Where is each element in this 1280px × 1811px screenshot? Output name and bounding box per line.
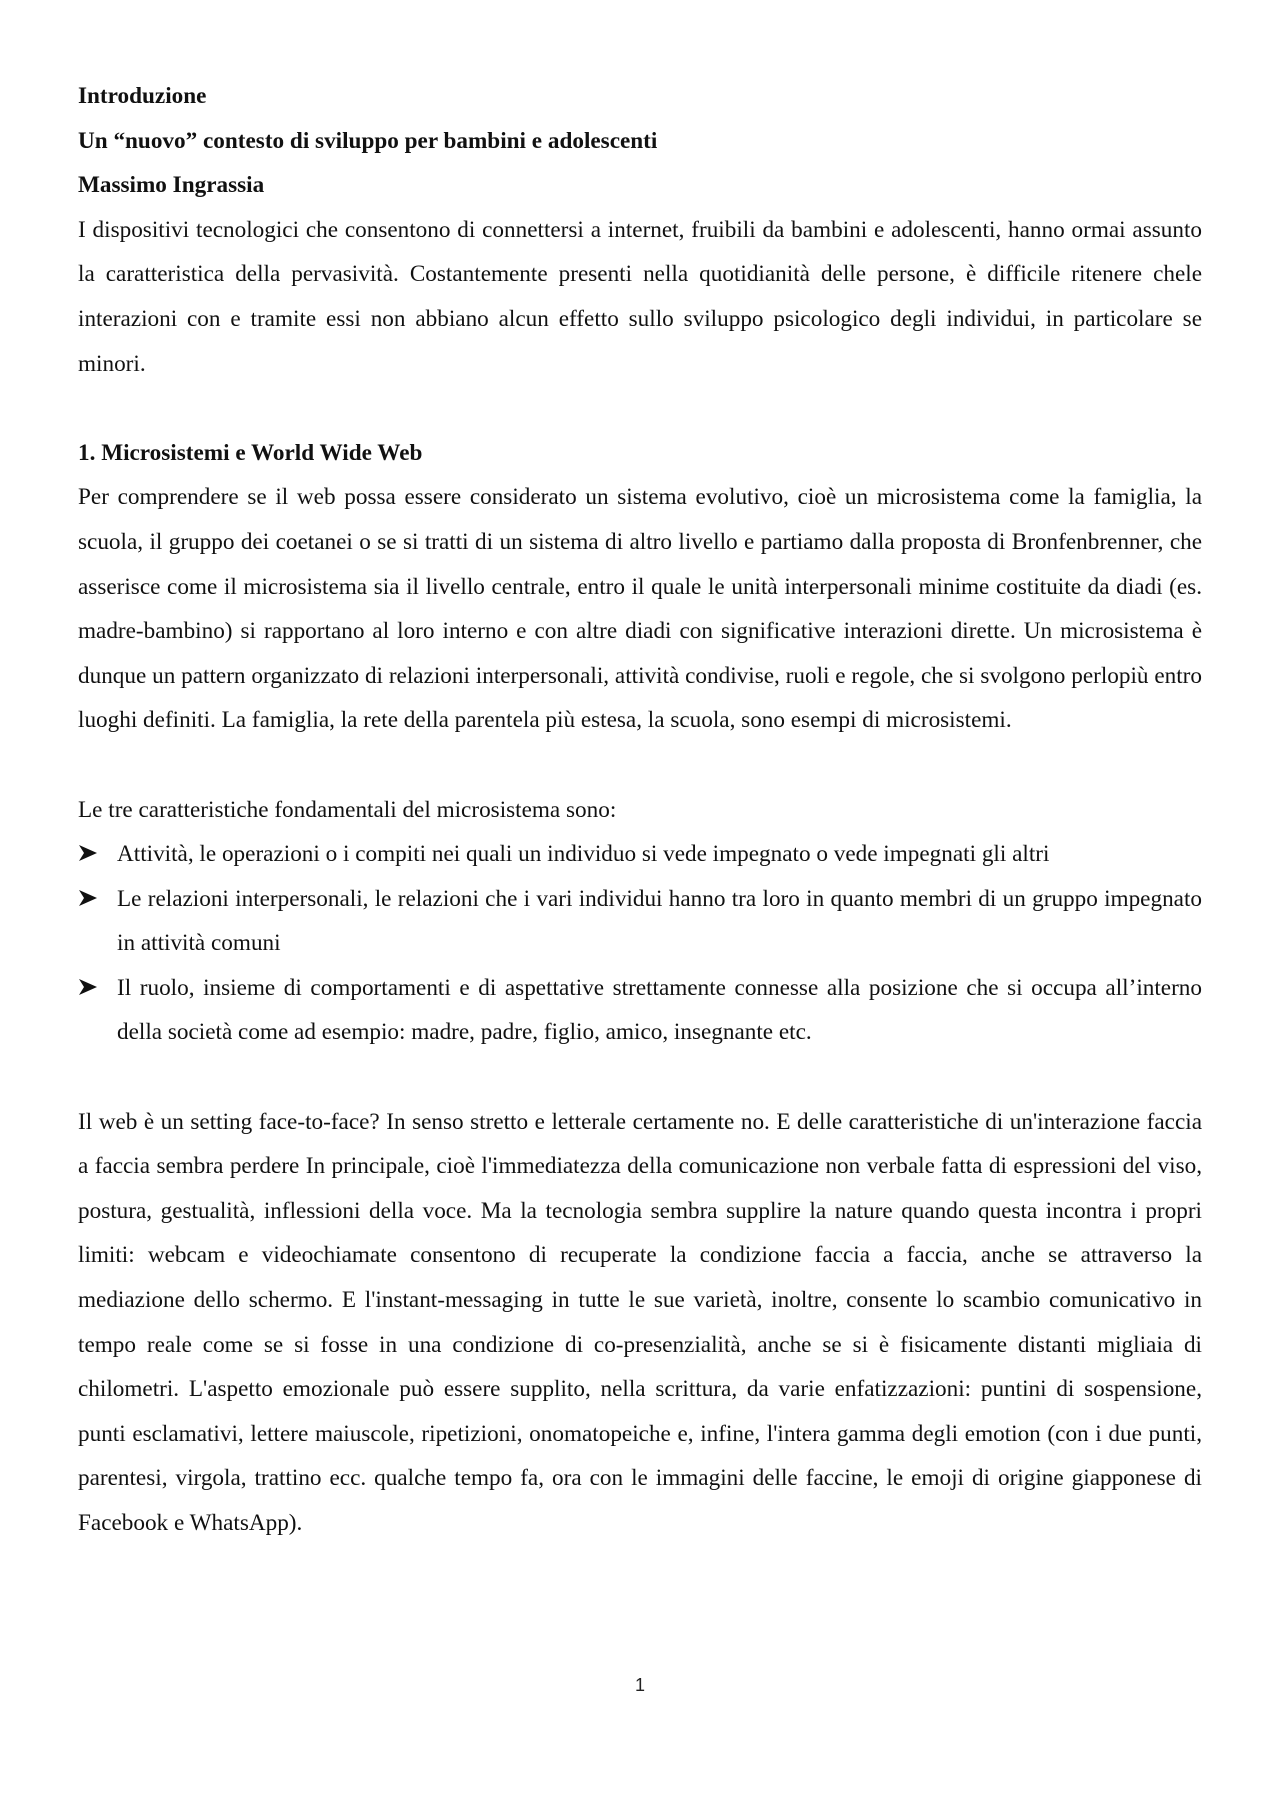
closing-paragraph: Il web è un setting face-to-face? In senso stretto e letterale certamente no. E delle caratteristiche di un'interazione faccia a faccia sembra perdere In principale, cioè l'immediatezza della comunicazione non verbale fatta di espressioni del viso, postura, gestualità, inflessioni della voce. Ma la tecnologia sembra supplire la nature quando questa incontra i propri limiti: webcam e videochiamate consentono di recuperate la condizione faccia a faccia, anche se attraverso la mediazione dello schermo. E l'instant-messaging in tutte le sue varietà, inoltre, consente lo scambio comunicativo in tempo reale come se si fosse in una condizione di co-presenzialità, anche se si è fisicamente distanti migliaia di chilometri. L'aspetto emozionale può essere supplito, nella scrittura, da varie enfatizzazioni: puntini di sospensione, punti esclamativi, lettere maiuscole, ripetizioni, onomatopeiche e, infine, l'intera gamma degli emotion (con i due punti, parentesi, virgola, trattino ecc. qualche tempo fa, ora con le immagini delle faccine, le emoji di origine giapponese di Facebook e WhatsApp).: [78, 1108, 1202, 1536]
list-item-text: Le relazioni interpersonali, le relazioni che i vari individui hanno tra loro in quanto membri di un gruppo impegnato in attività comuni: [117, 885, 1202, 957]
body-paragraph: Per comprendere se il web possa essere considerato un sistema evolutivo, cioè un microsistema come la famiglia, la scuola, il gruppo dei coetanei o se si tratti di un sistema di altro livello e partiamo dalla proposta di Bronfenbrenner, che asserisce come il microsistema sia il livello centrale, entro il quale le unità interpersonali minime costituite da diadi (es. madre-bambino) si rapportano al loro interno e con altre diadi con significative interazioni dirette. Un microsistema è dunque un pattern organizzato di relazioni interpersonali, attività condivise, ruoli e regole, che si svolgono perlopiù entro luoghi definiti. La famiglia, la rete della parentela più estesa, la scuola, sono esempi di microsistemi.: [78, 484, 1202, 734]
document-title: Un “nuovo” contesto di sviluppo per bambini e adolescenti: [78, 127, 658, 154]
intro-paragraph: I dispositivi tecnologici che consentono di connettersi a internet, fruibili da bambini e adolescenti, hanno ormai assunto la caratteristica della pervasività. Costantemente presenti nella quotidianità delle persone, è difficile ritenere chele interazioni con e tramite essi non abbiano alcun effetto sullo sviluppo psicologico degli individui, in particolare se minori.: [78, 216, 1202, 377]
arrow-bullet-icon: [78, 966, 98, 1011]
author-name: Massimo Ingrassia: [78, 172, 265, 199]
section-heading: 1. Microsistemi e World Wide Web: [78, 439, 423, 466]
arrow-bullet-icon: [78, 832, 98, 877]
document-page: [78, 74, 1202, 1546]
list-item-text: Il ruolo, insieme di comportamenti e di aspettative strettamente connesse alla posizione che si occupa all’interno della società come ad esempio: madre, padre, figlio, amico, insegnante etc.: [117, 974, 1202, 1046]
list-item: [78, 877, 1202, 966]
arrow-bullet-icon: [78, 877, 98, 922]
characteristics-list: [78, 832, 1202, 1055]
spacer: [78, 386, 1202, 431]
list-intro: Le tre caratteristiche fondamentali del microsistema sono:: [78, 796, 617, 823]
page-number: 1: [634, 1675, 645, 1695]
list-item: [78, 832, 1202, 877]
spacer: [78, 1055, 1202, 1100]
list-item: [78, 966, 1202, 1055]
list-item-text: Attività, le operazioni o i compiti nei quali un individuo si vede impegnato o vede impegnati gli altri: [117, 841, 1050, 868]
spacer: [78, 743, 1202, 788]
section-label: Introduzione: [78, 83, 207, 109]
